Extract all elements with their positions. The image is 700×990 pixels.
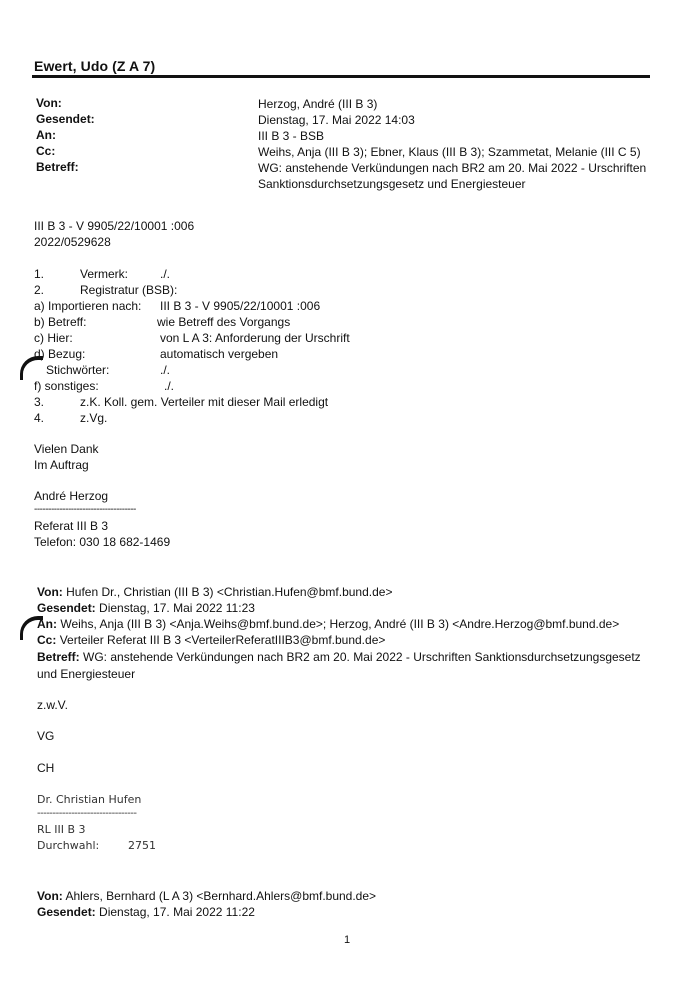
registry-sub-label: c) Hier: [34,331,73,345]
forward-signature-dial-value: 2751 [128,839,156,852]
registry-sub-label: f) sonstiges: [34,379,99,393]
forward2-from [37,889,376,903]
forward-cc [37,633,385,647]
forward2-sent-label: Gesendet: [37,905,96,919]
registry-sub-value: III B 3 - V 9905/22/10001 :006 [160,299,321,313]
forward-signature-unit: RL III B 3 [37,823,86,836]
forward-body-line: CH [37,761,55,775]
forward-from [37,585,392,599]
header-divider [32,75,650,78]
forward-from-value: Hufen Dr., Christian (III B 3) <Christian.Hufen@bmf.bund.de> [66,585,393,599]
registry-sub-value: ./. [164,379,175,393]
to-value: III B 3 - BSB [258,129,325,143]
registry-sub-label: b) Betreff: [34,315,87,329]
signature-divider: ------------------------------------ [34,504,136,515]
registry-item-number: 3. [34,395,45,409]
forward-signature-name: Dr. Christian Hufen [37,793,142,806]
forward-to-label: An: [37,617,57,631]
forward-subject-value: WG: anstehende Verkündungen nach BR2 am 20. Mai 2022 - Urschriften Sanktionsdurchsetzungsgesetz und Energiesteuer [37,650,641,681]
mailbox-owner-name: Ewert, Udo (Z A 7) [34,58,156,74]
forward-signature-dial-label: Durchwahl: [37,839,100,852]
closing-thanks: Vielen Dank [34,442,99,456]
registry-item-number: 4. [34,411,45,425]
forward-subject-label: Betreff: [37,650,80,664]
page-number: 1 [344,934,351,946]
registry-sub-value: von L A 3: Anforderung der Urschrift [160,331,350,345]
cc-label: Cc: [36,144,56,158]
registry-item-number: 2. [34,283,45,297]
forward-cc-value: Verteiler Referat III B 3 <VerteilerReferatIIIB3@bmf.bund.de> [59,633,386,647]
closing-on-behalf: Im Auftrag [34,458,89,472]
forward2-from-label: Von: [37,889,63,903]
registry-item-label: Vermerk: [80,267,129,281]
forward-cc-label: Cc: [37,633,57,647]
registry-item-label: Registratur (BSB): [80,283,178,297]
from-label: Von: [36,96,62,110]
signature-unit: Referat III B 3 [34,519,109,533]
forward-sent-value: Dienstag, 17. Mai 2022 11:23 [99,601,255,615]
registry-sub-value: automatisch vergeben [160,347,279,361]
registry-item-value: ./. [160,267,171,281]
registry-sub-label: a) Importieren nach: [34,299,142,313]
forward-sent-label: Gesendet: [37,601,96,615]
to-label: An: [36,128,56,142]
forward-signature-divider: -------------------------------- [37,808,137,819]
forward-to-value: Weihs, Anja (III B 3) <Anja.Weihs@bmf.bund.de>; Herzog, André (III B 3) <Andre.Herzog@bmf.bund.de> [60,617,620,631]
subject-value: WG: anstehende Verkündungen nach BR2 am 20. Mai 2022 - Urschriften Sanktionsdurchsetzungsgesetz und Energiesteuer [258,161,647,191]
punch-mark [20,356,43,380]
registry-item-number: 1. [34,267,45,281]
registry-sub-value: ./. [160,363,171,377]
cc-value: Weihs, Anja (III B 3); Ebner, Klaus (III B 3); Szammetat, Melanie (III C 5) [258,145,641,159]
sent-label: Gesendet: [36,112,95,126]
forward2-from-value: Ahlers, Bernhard (L A 3) <Bernhard.Ahlers@bmf.bund.de> [65,889,377,903]
forward-sent [37,601,255,615]
from-value: Herzog, André (III B 3) [258,97,378,111]
forward-from-label: Von: [37,585,63,599]
registry-item-value: z.K. Koll. gem. Verteiler mit dieser Mail erledigt [80,395,329,409]
forward-body-line: z.w.V. [37,698,68,712]
forward-body-line: VG [37,729,55,743]
registry-sub-label: Stichwörter: [46,363,110,377]
signature-name: André Herzog [34,489,109,503]
signature-phone: Telefon: 030 18 682-1469 [34,535,171,549]
forward-subject [37,649,657,683]
document-number: 2022/0529628 [34,235,111,249]
forward-to [37,617,619,631]
subject-label: Betreff: [36,160,79,174]
sent-value: Dienstag, 17. Mai 2022 14:03 [258,113,415,127]
registry-sub-label: d) Bezug: [34,347,86,361]
forward2-sent-value: Dienstag, 17. Mai 2022 11:22 [99,905,255,919]
forward2-sent [37,905,255,919]
file-reference: III B 3 - V 9905/22/10001 :006 [34,219,195,233]
registry-sub-value: wie Betreff des Vorgangs [157,315,291,329]
registry-item-value: z.Vg. [80,411,108,425]
